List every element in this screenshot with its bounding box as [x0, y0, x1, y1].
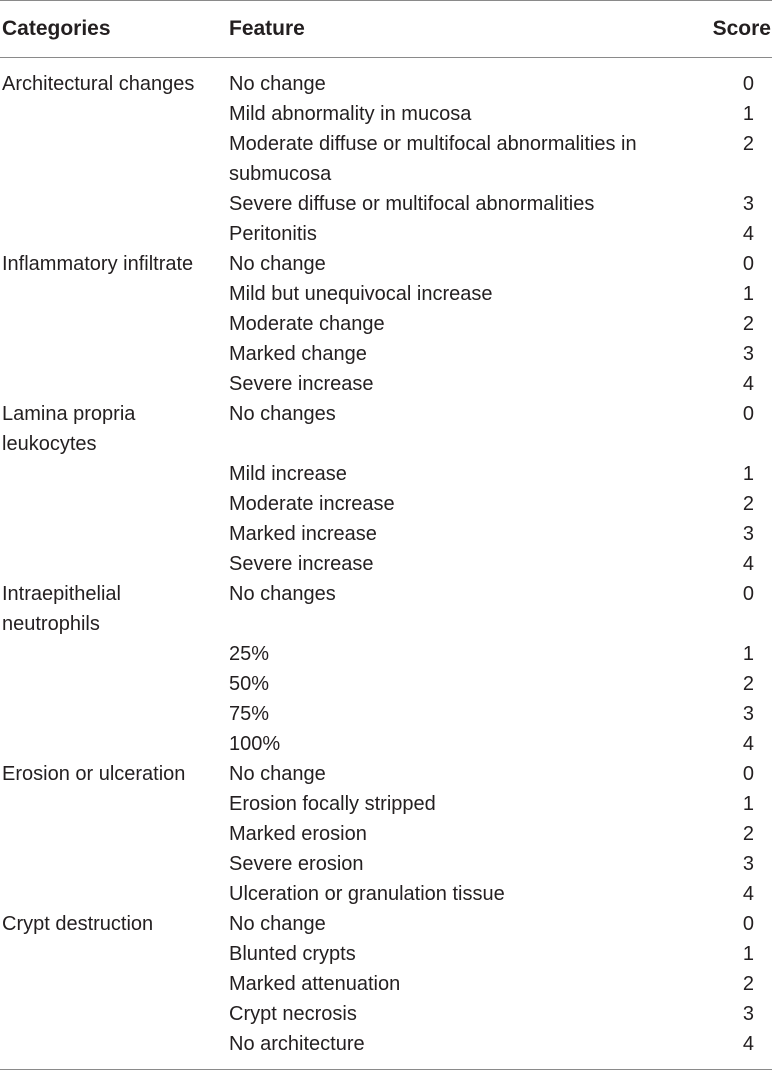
feature-cell: Marked increase	[229, 523, 377, 545]
table-row	[0, 489, 772, 519]
feature-cell: 50%	[229, 673, 270, 695]
feature-cell: Moderate increase	[229, 493, 395, 515]
feature-cell: Ulceration or granulation tissue	[229, 883, 505, 905]
score-cell: 1	[742, 103, 754, 125]
table-row	[0, 399, 772, 459]
table-body	[0, 69, 772, 1059]
table-row	[0, 69, 772, 99]
table-row	[0, 669, 772, 699]
score-cell: 2	[742, 493, 754, 515]
score-cell: 3	[742, 703, 754, 725]
category-cell: Intraepithelial neutrophils	[2, 583, 121, 635]
feature-cell: No change	[229, 253, 326, 275]
table-row	[0, 339, 772, 369]
score-cell: 4	[742, 1033, 754, 1055]
feature-cell: No changes	[229, 403, 336, 425]
table-row	[0, 909, 772, 939]
feature-cell: No changes	[229, 583, 336, 605]
table-row	[0, 309, 772, 339]
score-cell: 4	[742, 733, 754, 755]
score-cell: 3	[742, 1003, 754, 1025]
table-row	[0, 99, 772, 129]
table-row	[0, 249, 772, 279]
table-row	[0, 849, 772, 879]
table-bottom-rule	[0, 1069, 772, 1070]
score-cell: 0	[742, 913, 754, 935]
table-header	[0, 0, 772, 57]
score-cell: 1	[742, 643, 754, 665]
score-cell: 1	[742, 463, 754, 485]
feature-cell: Moderate change	[229, 313, 385, 335]
feature-cell: Marked attenuation	[229, 973, 401, 995]
table-row	[0, 129, 772, 189]
header-feature: Feature	[229, 17, 305, 40]
feature-cell: Mild increase	[229, 463, 347, 485]
feature-cell: Crypt necrosis	[229, 1003, 357, 1025]
score-cell: 0	[742, 73, 754, 95]
table-row	[0, 729, 772, 759]
score-cell: 0	[742, 253, 754, 275]
score-cell: 1	[742, 943, 754, 965]
feature-cell: No change	[229, 913, 326, 935]
table-row	[0, 369, 772, 399]
score-cell: 3	[742, 853, 754, 875]
score-cell: 4	[742, 883, 754, 905]
score-cell: 2	[742, 973, 754, 995]
score-cell: 0	[742, 583, 754, 605]
table-row	[0, 219, 772, 249]
table-row	[0, 189, 772, 219]
feature-cell: Erosion focally stripped	[229, 793, 436, 815]
table-row	[0, 939, 772, 969]
feature-cell: Blunted crypts	[229, 943, 356, 965]
table-row	[0, 639, 772, 669]
category-cell: Architectural changes	[2, 73, 195, 95]
feature-cell: Mild abnormality in mucosa	[229, 103, 472, 125]
feature-cell: 100%	[229, 733, 281, 755]
category-cell: Erosion or ulceration	[2, 763, 186, 785]
table-row	[0, 699, 772, 729]
score-cell: 3	[742, 193, 754, 215]
score-cell: 1	[742, 793, 754, 815]
feature-cell: Peritonitis	[229, 223, 317, 245]
table-header-rule	[0, 57, 772, 58]
feature-cell: 75%	[229, 703, 270, 725]
feature-cell: Severe diffuse or multifocal abnormalities	[229, 193, 595, 215]
category-cell: Inflammatory infiltrate	[2, 253, 194, 275]
feature-cell: No change	[229, 73, 326, 95]
table-row	[0, 969, 772, 999]
score-cell: 0	[742, 403, 754, 425]
score-cell: 4	[742, 373, 754, 395]
feature-cell: Severe increase	[229, 373, 374, 395]
score-cell: 3	[742, 343, 754, 365]
score-cell: 3	[742, 523, 754, 545]
feature-cell: 25%	[229, 643, 270, 665]
category-cell: Crypt destruction	[2, 913, 154, 935]
score-cell: 2	[742, 313, 754, 335]
table-row	[0, 879, 772, 909]
score-cell: 4	[742, 553, 754, 575]
table-row	[0, 999, 772, 1029]
table-row	[0, 759, 772, 789]
table-row	[0, 579, 772, 639]
feature-cell: Severe increase	[229, 553, 374, 575]
feature-cell: Moderate diffuse or multifocal abnormalities in submucosa	[229, 133, 637, 185]
score-cell: 4	[742, 223, 754, 245]
table-row	[0, 789, 772, 819]
header-categories: Categories	[2, 17, 111, 40]
feature-cell: Marked erosion	[229, 823, 367, 845]
table-row	[0, 819, 772, 849]
score-cell: 1	[742, 283, 754, 305]
table-row	[0, 459, 772, 489]
score-cell: 2	[742, 823, 754, 845]
score-cell: 0	[742, 763, 754, 785]
score-cell: 2	[742, 673, 754, 695]
feature-cell: No architecture	[229, 1033, 365, 1055]
feature-cell: Marked change	[229, 343, 367, 365]
feature-cell: Severe erosion	[229, 853, 364, 875]
category-cell: Lamina propria leukocytes	[2, 403, 136, 455]
feature-cell: Mild but unequivocal increase	[229, 283, 493, 305]
table-row	[0, 279, 772, 309]
table-row	[0, 1029, 772, 1059]
header-score: Score	[712, 17, 771, 40]
table-row	[0, 519, 772, 549]
table-row	[0, 549, 772, 579]
feature-cell: No change	[229, 763, 326, 785]
score-cell: 2	[742, 133, 754, 155]
